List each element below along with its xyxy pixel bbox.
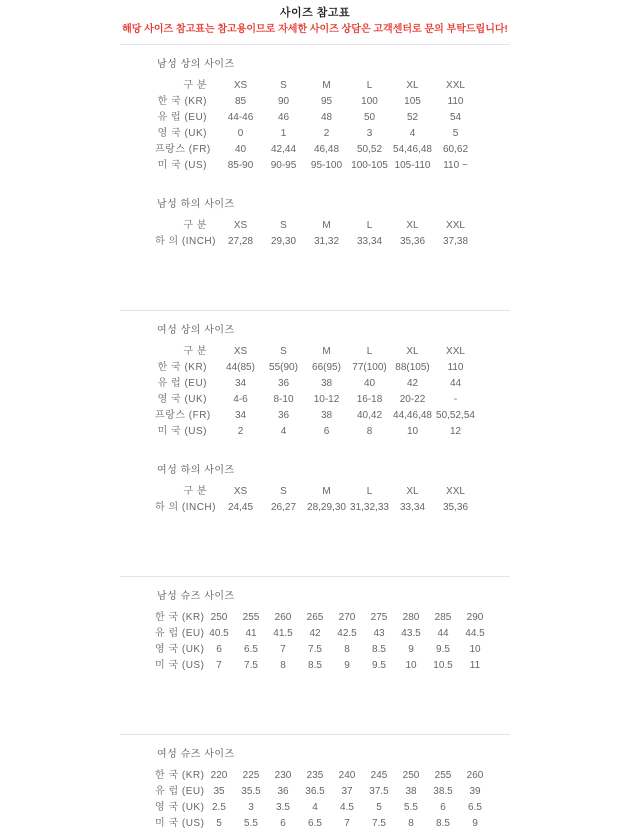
size-value: 41.5	[273, 628, 293, 639]
size-value: 6	[440, 802, 446, 813]
size-value: 7	[344, 818, 350, 829]
size-value: 52	[406, 112, 419, 123]
size-value: 285	[434, 612, 452, 623]
size-value: 29,30	[270, 236, 297, 247]
row-label: 한 국 (KR)	[155, 770, 205, 781]
size-value: 8.5	[372, 644, 386, 655]
size-value: 37.5	[369, 786, 389, 797]
size-column-header: L	[366, 346, 373, 357]
size-table-row	[155, 142, 477, 158]
size-value: 7.5	[308, 644, 322, 655]
row-label: 한 국 (KR)	[157, 96, 207, 107]
size-column-header: XS	[233, 220, 248, 231]
size-value: 10	[405, 660, 417, 671]
size-value: 9.5	[436, 644, 450, 655]
size-table-header-row	[155, 344, 477, 360]
size-value: 4-6	[233, 394, 248, 405]
size-value: 5	[216, 818, 222, 829]
size-value: 6.5	[308, 818, 322, 829]
size-value: 46	[277, 112, 290, 123]
size-value: 7	[216, 660, 222, 671]
size-value: 36	[277, 786, 289, 797]
size-value: 250	[210, 612, 228, 623]
size-column-header: XXL	[446, 486, 465, 497]
size-value: 7	[280, 644, 286, 655]
row-label: 미 국 (US)	[157, 160, 207, 171]
size-value: 4	[312, 802, 318, 813]
size-value: 10	[406, 426, 419, 437]
size-value: 44,46,48	[393, 410, 432, 421]
row-label: 유 럽 (EU)	[157, 112, 207, 123]
row-label: 하 의 (INCH)	[155, 502, 216, 513]
page-header	[0, 6, 630, 45]
size-value: 240	[338, 770, 356, 781]
size-value: 33,34	[399, 502, 426, 513]
size-value: 20-22	[399, 394, 426, 405]
size-value: 90-95	[270, 160, 297, 171]
size-value: 66(95)	[312, 362, 341, 373]
size-table-header-row	[155, 484, 477, 500]
section-womens-tops	[0, 325, 630, 440]
size-value: 38.5	[433, 786, 453, 797]
size-value: 10-12	[313, 394, 340, 405]
size-value: 10	[469, 644, 481, 655]
size-value: 95	[320, 96, 333, 107]
size-value: 44	[449, 378, 462, 389]
size-value: -	[453, 394, 458, 405]
size-value: 110	[447, 96, 464, 107]
size-table-row	[155, 94, 477, 110]
size-value: 31,32	[313, 236, 340, 247]
size-value: 265	[306, 612, 324, 623]
size-column-header: L	[366, 486, 373, 497]
size-value: 88(105)	[395, 362, 430, 373]
size-column-header: XS	[233, 346, 248, 357]
size-value: 260	[274, 612, 292, 623]
size-column-header: XXL	[446, 220, 465, 231]
size-value: 42.5	[337, 628, 357, 639]
section-title-womens-tops: 여성 상의 사이즈	[157, 325, 235, 336]
size-value: 10.5	[433, 660, 453, 671]
size-value: 100-105	[351, 160, 388, 171]
size-value: 27,28	[227, 236, 254, 247]
size-value: 40.5	[209, 628, 229, 639]
size-table-row	[155, 800, 491, 816]
size-value: 40	[363, 378, 376, 389]
row-label: 프랑스 (FR)	[155, 410, 211, 421]
size-value: 6	[323, 426, 330, 437]
size-value: 44(85)	[226, 362, 255, 373]
size-value: 37	[341, 786, 353, 797]
size-column-header: XL	[406, 80, 419, 91]
row-label: 유 럽 (EU)	[157, 378, 207, 389]
size-value: 255	[434, 770, 452, 781]
size-table-row	[155, 816, 491, 832]
size-value: 50	[363, 112, 376, 123]
row-label: 영 국 (UK)	[157, 394, 207, 405]
size-value: 110	[447, 362, 464, 373]
size-table-row	[155, 424, 477, 440]
size-value: 255	[242, 612, 260, 623]
section-mens-tops	[0, 59, 630, 174]
row-label: 하 의 (INCH)	[155, 236, 216, 247]
size-value: 50,52,54	[436, 410, 475, 421]
section-title-womens-shoes: 여성 슈즈 사이즈	[157, 749, 235, 760]
size-table-row	[155, 234, 477, 250]
size-value: 38	[320, 378, 333, 389]
size-column-header: M	[322, 346, 331, 357]
size-value: 43.5	[401, 628, 421, 639]
size-value: 77(100)	[352, 362, 387, 373]
size-value: 44-46	[227, 112, 254, 123]
size-value: 33,34	[356, 236, 383, 247]
section-womens-bottoms	[0, 465, 630, 516]
size-value: 44	[437, 628, 449, 639]
size-value: 105-110	[394, 160, 431, 171]
mens-shoes-size-table	[155, 610, 491, 674]
womens-bottoms-size-table	[155, 484, 477, 516]
size-value: 6.5	[468, 802, 482, 813]
size-column-header: S	[280, 220, 287, 231]
row-label: 한 국 (KR)	[155, 612, 205, 623]
size-value: 290	[466, 612, 484, 623]
size-table-row	[155, 408, 477, 424]
size-value: 85	[234, 96, 247, 107]
section-title-womens-bottoms: 여성 하의 사이즈	[157, 465, 235, 476]
size-column-header: S	[280, 486, 287, 497]
size-value: 16-18	[356, 394, 383, 405]
size-value: 7.5	[372, 818, 386, 829]
size-value: 24,45	[227, 502, 254, 513]
size-value: 8	[408, 818, 414, 829]
size-value: 5	[376, 802, 382, 813]
row-label: 영 국 (UK)	[157, 128, 207, 139]
size-value: 36.5	[305, 786, 325, 797]
section-title-mens-shoes: 남성 슈즈 사이즈	[157, 591, 235, 602]
size-value: 2.5	[212, 802, 226, 813]
size-column-header: XXL	[446, 80, 465, 91]
size-table-row	[155, 626, 491, 642]
size-value: 8	[366, 426, 373, 437]
size-value: 26,27	[270, 502, 297, 513]
size-value: 40,42	[356, 410, 383, 421]
size-value: 38	[320, 410, 333, 421]
size-value: 3	[366, 128, 373, 139]
size-table-row	[155, 126, 477, 142]
size-value: 230	[274, 770, 292, 781]
section-mens-bottoms	[0, 199, 630, 250]
size-value: 50,52	[356, 144, 383, 155]
size-column-header: XL	[406, 346, 419, 357]
size-value: 54	[449, 112, 462, 123]
size-value: 55(90)	[269, 362, 298, 373]
size-value: 9.5	[372, 660, 386, 671]
size-value: 28,29,30	[307, 502, 346, 513]
size-value: 8	[280, 660, 286, 671]
size-value: 4	[280, 426, 287, 437]
size-table-row	[155, 376, 477, 392]
mens-tops-size-table	[155, 78, 477, 174]
size-value: 0	[237, 128, 244, 139]
size-value: 280	[402, 612, 420, 623]
size-value: 9	[344, 660, 350, 671]
mens-bottoms-size-table	[155, 218, 477, 250]
size-value: 105	[404, 96, 421, 107]
section-title-mens-tops: 남성 상의 사이즈	[157, 59, 235, 70]
size-column-header: XXL	[446, 346, 465, 357]
row-label: 미 국 (US)	[155, 818, 205, 829]
size-value: 34	[234, 410, 247, 421]
row-label: 영 국 (UK)	[155, 644, 205, 655]
womens-shoes-size-table	[155, 768, 491, 832]
size-value: 100	[361, 96, 378, 107]
size-value: 7.5	[244, 660, 258, 671]
size-value: 11	[469, 660, 481, 671]
size-value: 90	[277, 96, 290, 107]
size-table-row	[155, 110, 477, 126]
size-value: 8	[344, 644, 350, 655]
size-column-header: S	[280, 80, 287, 91]
size-value: 260	[466, 770, 484, 781]
size-value: 95-100	[310, 160, 343, 171]
section-title-mens-bottoms: 남성 하의 사이즈	[157, 199, 235, 210]
size-value: 110 ~	[443, 160, 468, 171]
size-column-header: S	[280, 346, 287, 357]
row-label-header: 구 분	[183, 80, 207, 91]
size-value: 85-90	[227, 160, 254, 171]
size-value: 9	[408, 644, 414, 655]
row-label: 한 국 (KR)	[157, 362, 207, 373]
size-value: 38	[405, 786, 417, 797]
size-value: 6	[280, 818, 286, 829]
size-column-header: L	[366, 220, 373, 231]
section-womens-shoes	[0, 749, 630, 832]
size-value: 4	[409, 128, 416, 139]
size-value: 36	[277, 378, 290, 389]
size-table-row	[155, 500, 477, 516]
row-label: 미 국 (US)	[155, 660, 205, 671]
size-value: 270	[338, 612, 356, 623]
size-value: 6.5	[244, 644, 258, 655]
size-table-row	[155, 392, 477, 408]
size-value: 39	[469, 786, 481, 797]
row-label-header: 구 분	[183, 220, 207, 231]
size-notice-text: 해당 사이즈 참고표는 참고용이므로 자세한 사이즈 상담은 고객센터로 문의 부탁드립니다!	[122, 24, 508, 35]
size-value: 44.5	[465, 628, 485, 639]
size-table-row	[155, 784, 491, 800]
size-value: 8.5	[308, 660, 322, 671]
size-table-header-row	[155, 78, 477, 94]
size-value: 5.5	[404, 802, 418, 813]
size-column-header: L	[366, 80, 373, 91]
group-divider	[120, 310, 510, 311]
header-divider	[120, 44, 510, 45]
size-value: 4.5	[340, 802, 354, 813]
size-value: 31,32,33	[350, 502, 389, 513]
size-value: 43	[373, 628, 385, 639]
size-value: 36	[277, 410, 290, 421]
row-label: 프랑스 (FR)	[155, 144, 211, 155]
size-value: 8.5	[436, 818, 450, 829]
size-value: 54,46,48	[393, 144, 432, 155]
size-value: 275	[370, 612, 388, 623]
size-value: 2	[323, 128, 330, 139]
group-divider	[120, 576, 510, 577]
size-column-header: M	[322, 486, 331, 497]
size-value: 5.5	[244, 818, 258, 829]
size-value: 40	[234, 144, 247, 155]
size-value: 6	[216, 644, 222, 655]
size-column-header: XL	[406, 486, 419, 497]
size-table-row	[155, 360, 477, 376]
size-table-row	[155, 610, 491, 626]
size-value: 46,48	[313, 144, 340, 155]
row-label: 유 럽 (EU)	[155, 628, 205, 639]
row-label-header: 구 분	[183, 486, 207, 497]
size-table-row	[155, 158, 477, 174]
size-value: 42	[406, 378, 419, 389]
size-value: 48	[320, 112, 333, 123]
size-value: 3	[248, 802, 254, 813]
size-value: 12	[449, 426, 462, 437]
row-label-header: 구 분	[183, 346, 207, 357]
size-value: 42	[309, 628, 321, 639]
size-value: 250	[402, 770, 420, 781]
size-value: 35.5	[241, 786, 261, 797]
row-label: 미 국 (US)	[157, 426, 207, 437]
size-value: 5	[452, 128, 459, 139]
size-value: 35,36	[442, 502, 469, 513]
size-value: 60,62	[442, 144, 469, 155]
size-table-row	[155, 658, 491, 674]
size-column-header: M	[322, 220, 331, 231]
womens-tops-size-table	[155, 344, 477, 440]
page-title: 사이즈 참고표	[279, 7, 351, 19]
group-divider	[120, 734, 510, 735]
size-value: 35	[213, 786, 225, 797]
size-table-row	[155, 768, 491, 784]
size-table-header-row	[155, 218, 477, 234]
size-value: 235	[306, 770, 324, 781]
size-column-header: XL	[406, 220, 419, 231]
row-label: 영 국 (UK)	[155, 802, 205, 813]
size-column-header: XS	[233, 486, 248, 497]
size-value: 8-10	[273, 394, 294, 405]
size-value: 1	[280, 128, 287, 139]
size-value: 34	[234, 378, 247, 389]
section-mens-shoes	[0, 591, 630, 674]
size-value: 225	[242, 770, 260, 781]
size-value: 37,38	[442, 236, 469, 247]
size-value: 2	[237, 426, 244, 437]
size-value: 245	[370, 770, 388, 781]
size-value: 42,44	[270, 144, 297, 155]
row-label: 유 럽 (EU)	[155, 786, 205, 797]
size-value: 9	[472, 818, 478, 829]
size-column-header: M	[322, 80, 331, 91]
size-column-header: XS	[233, 80, 248, 91]
size-value: 220	[210, 770, 228, 781]
size-value: 35,36	[399, 236, 426, 247]
size-value: 3.5	[276, 802, 290, 813]
size-table-row	[155, 642, 491, 658]
size-value: 41	[245, 628, 257, 639]
